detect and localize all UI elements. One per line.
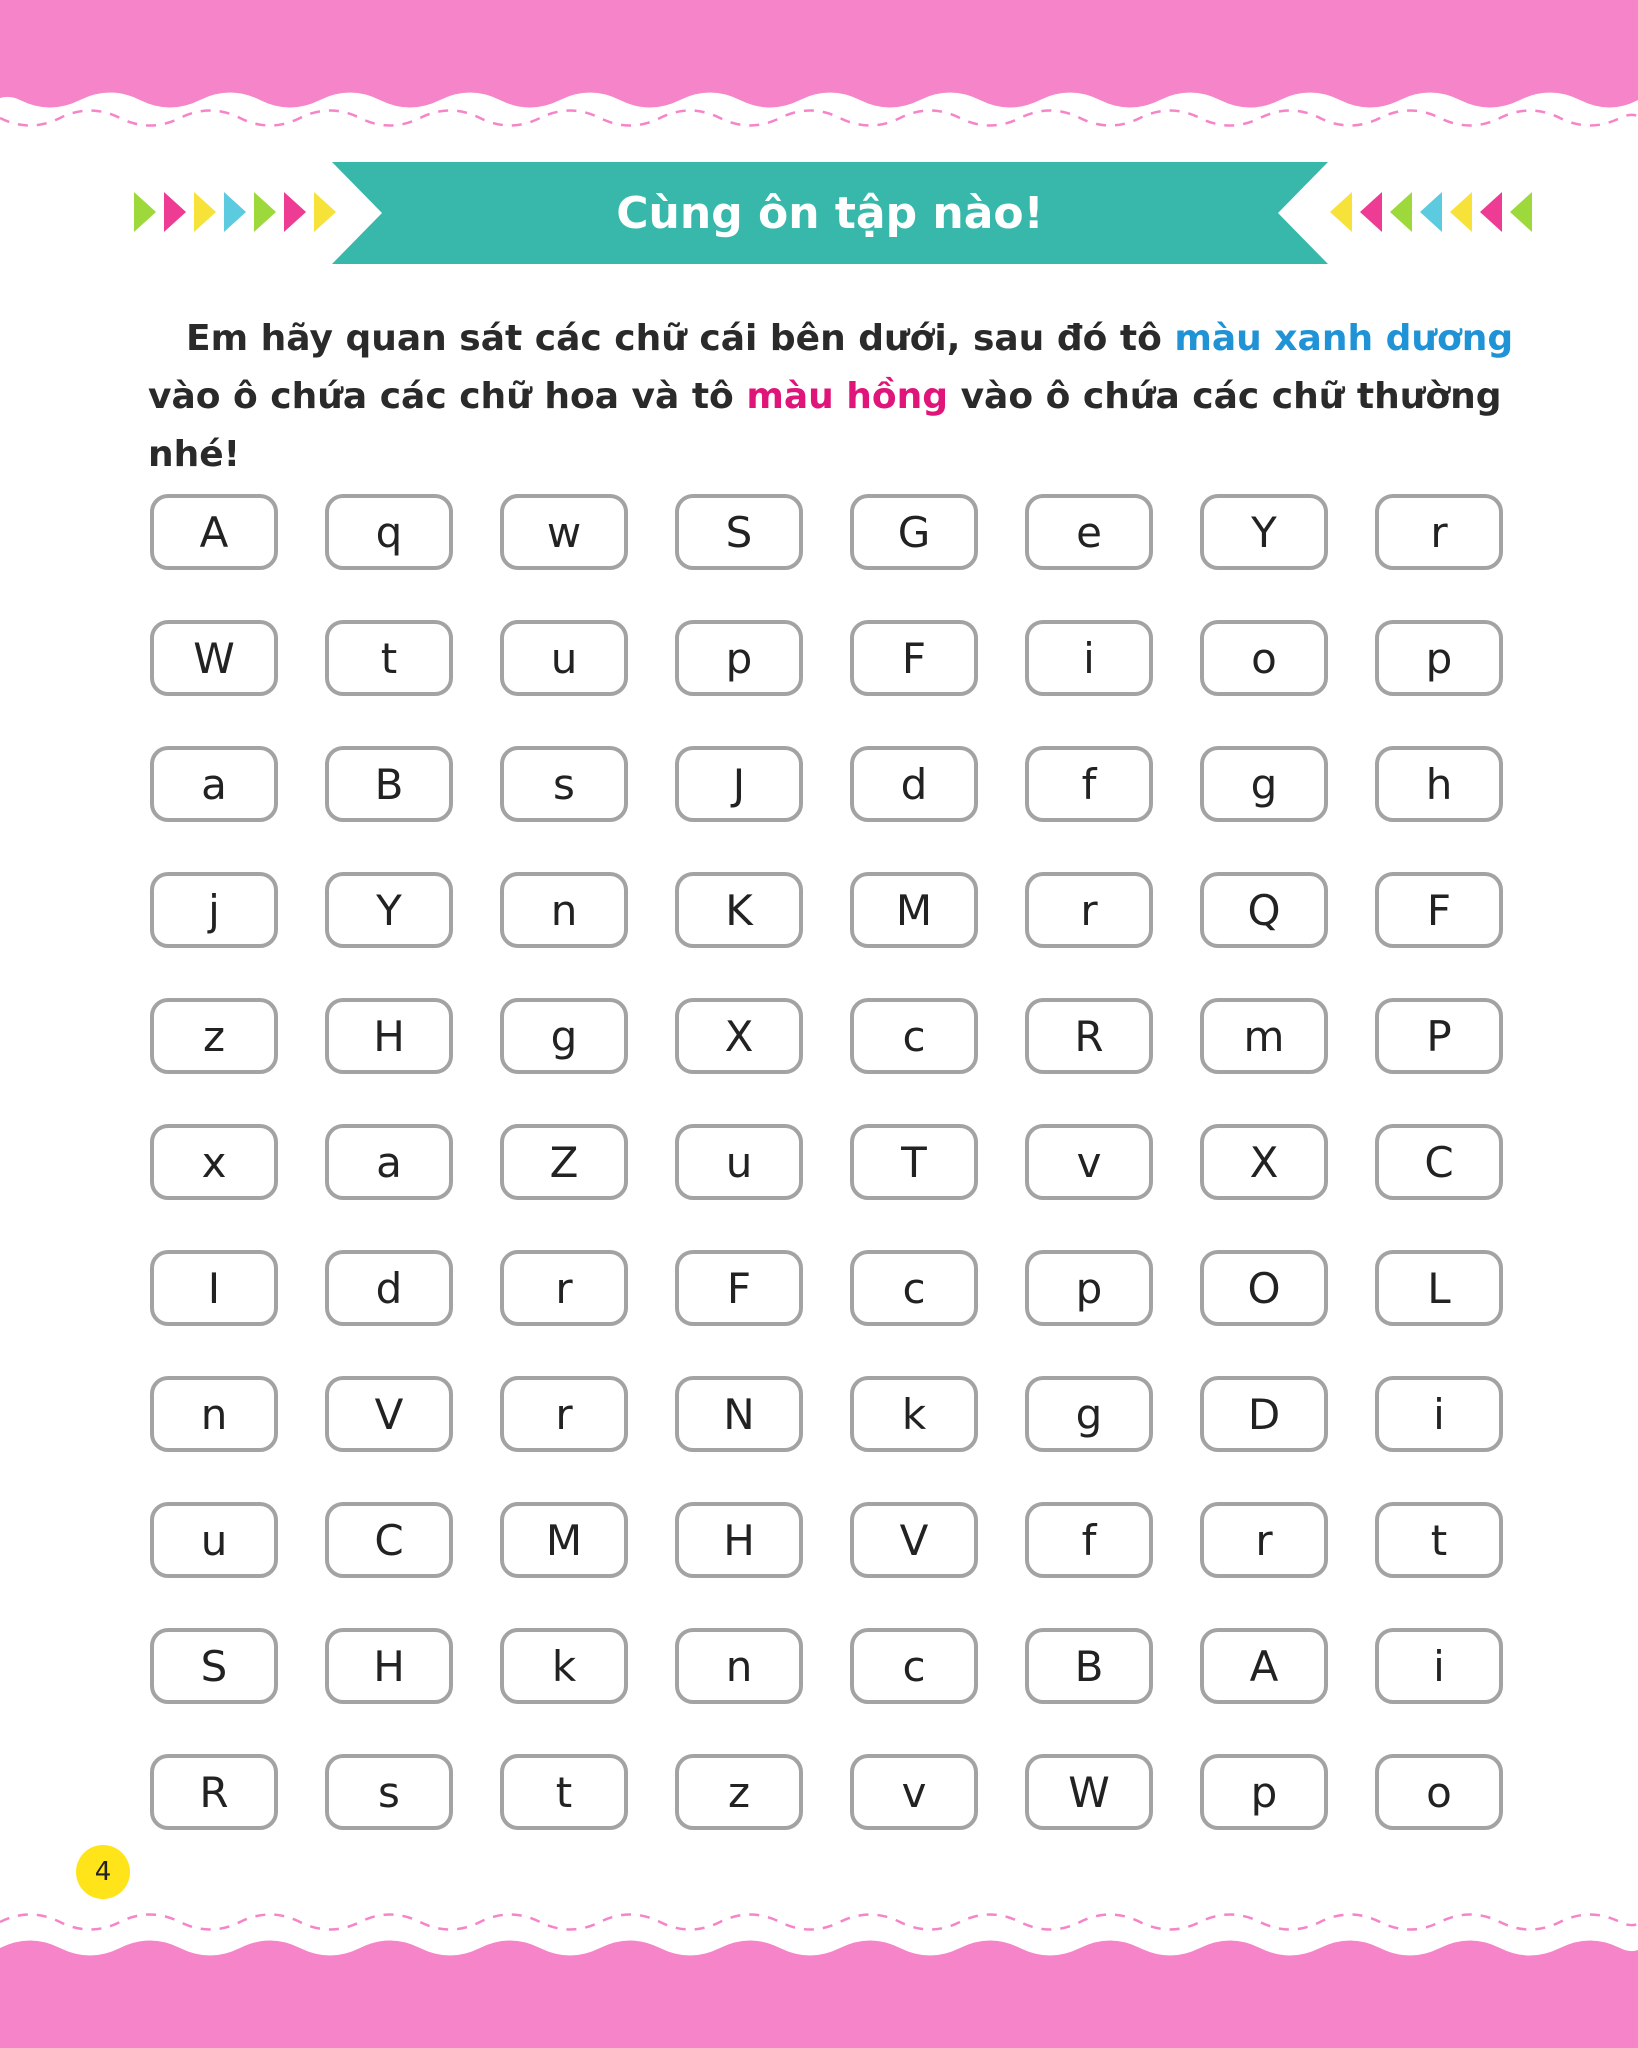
letter-cell[interactable]: x	[150, 1124, 278, 1200]
flag-triangle-icon	[1390, 192, 1412, 232]
letter-cell[interactable]: z	[150, 998, 278, 1074]
letter-cell[interactable]: W	[150, 620, 278, 696]
letter-cell[interactable]: W	[1025, 1754, 1153, 1830]
letter-cell[interactable]: p	[1200, 1754, 1328, 1830]
letter-cell[interactable]: M	[500, 1502, 628, 1578]
letter-cell[interactable]: c	[850, 1250, 978, 1326]
letter-cell[interactable]: H	[325, 1628, 453, 1704]
flag-triangle-icon	[254, 192, 276, 232]
letter-cell[interactable]: r	[1025, 872, 1153, 948]
letter-cell[interactable]: q	[325, 494, 453, 570]
flag-triangle-icon	[164, 192, 186, 232]
letter-cell[interactable]: V	[850, 1502, 978, 1578]
letter-cell[interactable]: g	[1025, 1376, 1153, 1452]
letter-cell[interactable]: Q	[1200, 872, 1328, 948]
title-banner	[320, 162, 1340, 264]
letter-cell[interactable]: T	[850, 1124, 978, 1200]
bottom-wave-band	[0, 1900, 1638, 2048]
letter-cell[interactable]: d	[325, 1250, 453, 1326]
letter-cell[interactable]: r	[1375, 494, 1503, 570]
instructions-part2: vào ô chứa các chữ hoa và tô	[148, 376, 747, 417]
flag-triangle-icon	[1510, 192, 1532, 232]
letter-cell[interactable]: P	[1375, 998, 1503, 1074]
flag-triangle-icon	[134, 192, 156, 232]
letter-cell[interactable]: c	[850, 998, 978, 1074]
letter-cell[interactable]: i	[1375, 1376, 1503, 1452]
letter-cell[interactable]: K	[675, 872, 803, 948]
letter-cell[interactable]: u	[500, 620, 628, 696]
letter-cell[interactable]: N	[675, 1376, 803, 1452]
letter-cell[interactable]: R	[150, 1754, 278, 1830]
letter-cell[interactable]: p	[1375, 620, 1503, 696]
letter-cell[interactable]: M	[850, 872, 978, 948]
decorative-flags-right	[1330, 192, 1532, 236]
letter-cell[interactable]: I	[150, 1250, 278, 1326]
letter-cell[interactable]: r	[500, 1376, 628, 1452]
letter-cell[interactable]: f	[1025, 746, 1153, 822]
letter-cell[interactable]: p	[675, 620, 803, 696]
letter-cell[interactable]: g	[1200, 746, 1328, 822]
instructions-text	[148, 310, 1528, 484]
letter-cell[interactable]: d	[850, 746, 978, 822]
letter-cell[interactable]: F	[675, 1250, 803, 1326]
letter-cell[interactable]: c	[850, 1628, 978, 1704]
letter-cell[interactable]: p	[1025, 1250, 1153, 1326]
letter-cell[interactable]: F	[1375, 872, 1503, 948]
page-number: 4	[76, 1845, 130, 1899]
letter-cell[interactable]: A	[150, 494, 278, 570]
letter-cell[interactable]: B	[325, 746, 453, 822]
top-wave-band	[0, 0, 1638, 140]
letter-cell[interactable]: i	[1375, 1628, 1503, 1704]
letter-cell[interactable]: r	[500, 1250, 628, 1326]
letter-cell[interactable]: S	[675, 494, 803, 570]
decorative-flags-left	[134, 192, 336, 236]
instructions-part3: vào ô chứa các chữ thường nhé!	[148, 376, 1502, 475]
letter-cell[interactable]: m	[1200, 998, 1328, 1074]
letter-cell[interactable]: n	[150, 1376, 278, 1452]
letter-cell[interactable]: B	[1025, 1628, 1153, 1704]
letter-cell[interactable]: t	[1375, 1502, 1503, 1578]
letter-cell[interactable]: h	[1375, 746, 1503, 822]
letter-cell[interactable]: Z	[500, 1124, 628, 1200]
letter-cell[interactable]: o	[1375, 1754, 1503, 1830]
letter-cell[interactable]: t	[325, 620, 453, 696]
letter-cell[interactable]: X	[1200, 1124, 1328, 1200]
letter-cell[interactable]: e	[1025, 494, 1153, 570]
letter-cell[interactable]: u	[675, 1124, 803, 1200]
letter-cell[interactable]: r	[1200, 1502, 1328, 1578]
letter-cell[interactable]: H	[675, 1502, 803, 1578]
letter-cell[interactable]: w	[500, 494, 628, 570]
letter-cell[interactable]: s	[500, 746, 628, 822]
letter-cell[interactable]: F	[850, 620, 978, 696]
letter-cell[interactable]: o	[1200, 620, 1328, 696]
letter-cell[interactable]: a	[325, 1124, 453, 1200]
letter-cell[interactable]: G	[850, 494, 978, 570]
letter-cell[interactable]: g	[500, 998, 628, 1074]
flag-triangle-icon	[194, 192, 216, 232]
flag-triangle-icon	[284, 192, 306, 232]
letter-cell[interactable]: k	[850, 1376, 978, 1452]
letter-cell[interactable]: v	[1025, 1124, 1153, 1200]
letter-cell[interactable]: C	[1375, 1124, 1503, 1200]
instructions-pink-phrase: màu hồng	[746, 376, 949, 417]
letter-cell[interactable]: v	[850, 1754, 978, 1830]
letter-cell[interactable]: n	[675, 1628, 803, 1704]
letter-cell[interactable]: H	[325, 998, 453, 1074]
flag-triangle-icon	[1450, 192, 1472, 232]
letter-cell[interactable]: A	[1200, 1628, 1328, 1704]
letter-grid	[150, 494, 1503, 1830]
instructions-part1: Em hãy quan sát các chữ cái bên dưới, sau đó tô	[186, 318, 1175, 359]
letter-cell[interactable]: z	[675, 1754, 803, 1830]
letter-cell[interactable]: a	[150, 746, 278, 822]
flag-triangle-icon	[1420, 192, 1442, 232]
letter-cell[interactable]: X	[675, 998, 803, 1074]
flag-triangle-icon	[1360, 192, 1382, 232]
page-title: Cùng ôn tập nào!	[616, 187, 1044, 239]
letter-cell[interactable]: R	[1025, 998, 1153, 1074]
letter-cell[interactable]: Y	[1200, 494, 1328, 570]
letter-cell[interactable]: t	[500, 1754, 628, 1830]
letter-cell[interactable]: C	[325, 1502, 453, 1578]
letter-cell[interactable]: J	[675, 746, 803, 822]
letter-cell[interactable]: L	[1375, 1250, 1503, 1326]
letter-cell[interactable]: V	[325, 1376, 453, 1452]
letter-cell[interactable]: S	[150, 1628, 278, 1704]
letter-cell[interactable]: O	[1200, 1250, 1328, 1326]
letter-cell[interactable]: s	[325, 1754, 453, 1830]
letter-cell[interactable]: u	[150, 1502, 278, 1578]
letter-cell[interactable]: n	[500, 872, 628, 948]
letter-cell[interactable]: k	[500, 1628, 628, 1704]
letter-cell[interactable]: f	[1025, 1502, 1153, 1578]
letter-cell[interactable]: j	[150, 872, 278, 948]
flag-triangle-icon	[224, 192, 246, 232]
flag-triangle-icon	[1480, 192, 1502, 232]
letter-cell[interactable]: i	[1025, 620, 1153, 696]
instructions-blue-phrase: màu xanh dương	[1174, 318, 1514, 359]
letter-cell[interactable]: D	[1200, 1376, 1328, 1452]
letter-cell[interactable]: Y	[325, 872, 453, 948]
